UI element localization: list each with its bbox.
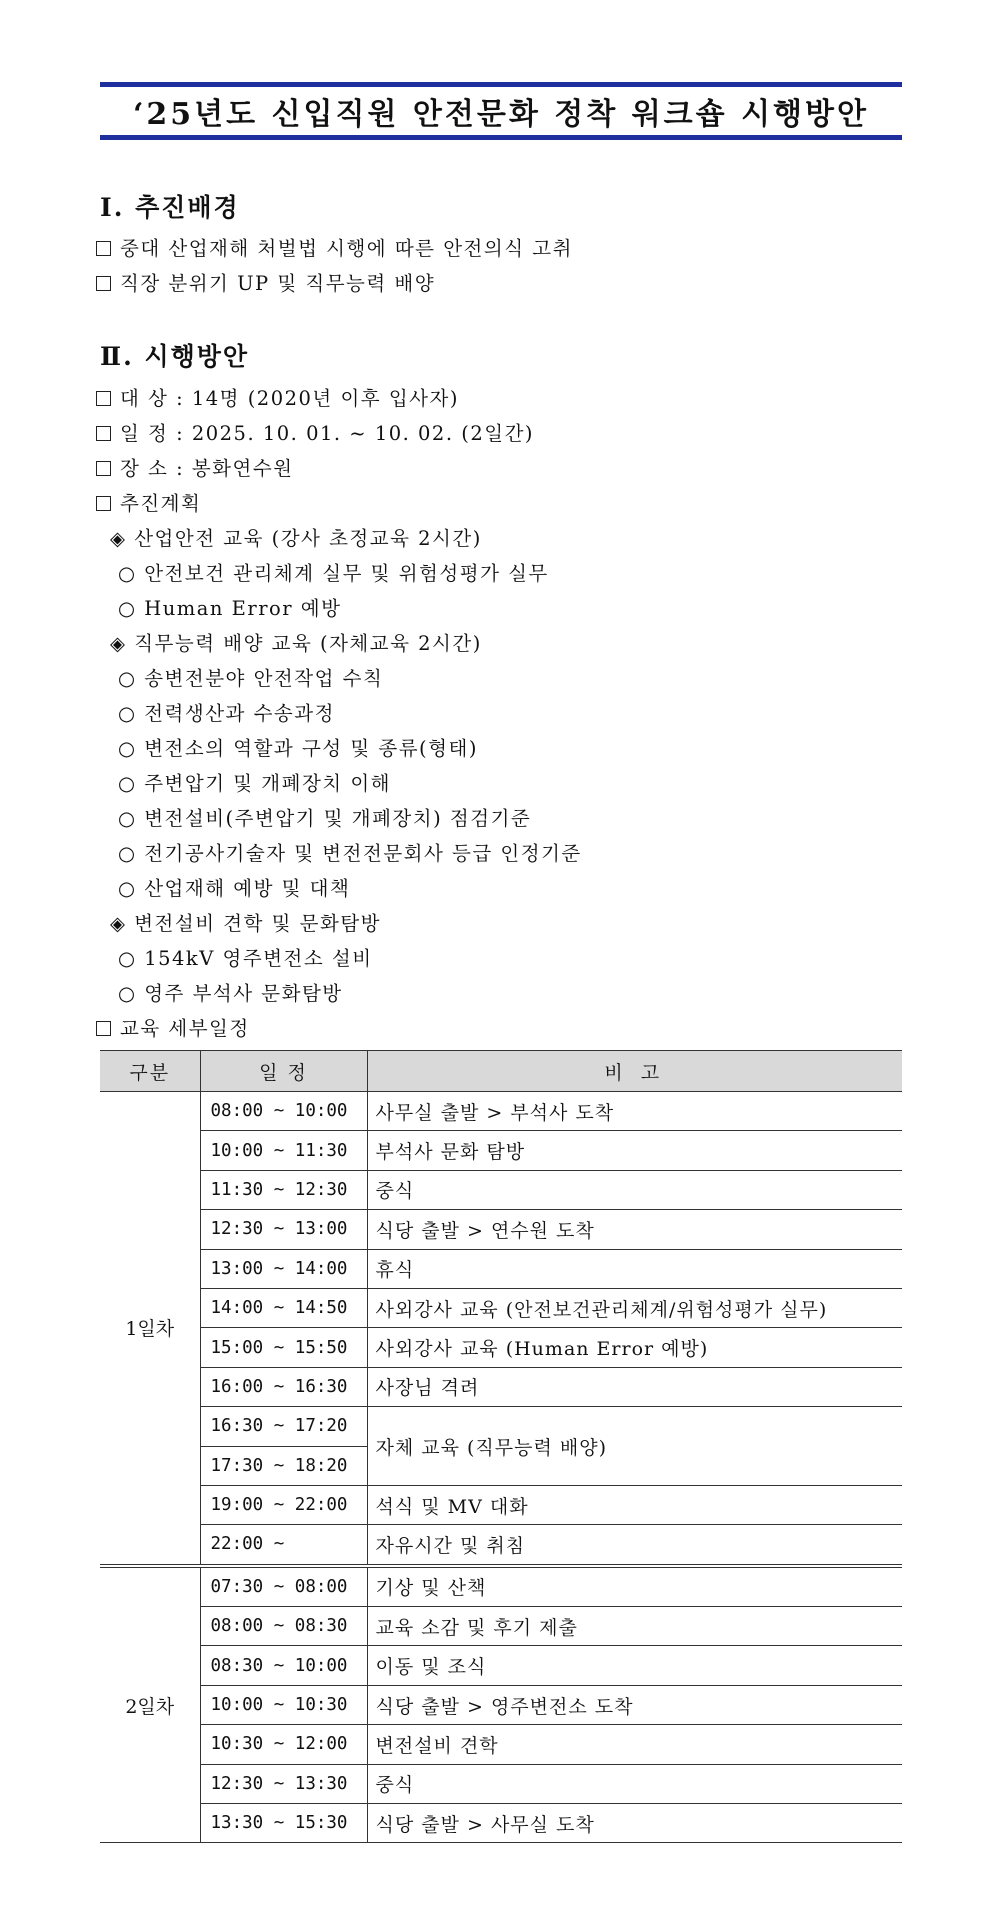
- note-cell: 중식: [367, 1764, 902, 1803]
- note-cell: 자체 교육 (직무능력 배양): [367, 1407, 902, 1486]
- checkbox-icon: [96, 496, 111, 511]
- checkbox-icon: [96, 391, 111, 406]
- time-cell: 16:00 ~ 16:30: [200, 1367, 367, 1406]
- plan-item: ○ Human Error 예방: [118, 597, 342, 620]
- plan-item: ○ 영주 부석사 문화탐방: [118, 982, 343, 1005]
- note-cell: 부석사 문화 탐방: [367, 1131, 902, 1170]
- section1-heading: Ⅰ. 추진배경: [100, 193, 240, 222]
- note-cell: 변전설비 견학: [367, 1725, 902, 1764]
- checkbox-icon: [96, 276, 111, 291]
- plan-item: ○ 전기공사기술자 및 변전전문회사 등급 인정기준: [118, 842, 582, 865]
- plan-group-label: ◈ 변전설비 견학 및 문화탐방: [110, 912, 381, 935]
- time-cell: 08:30 ~ 10:00: [200, 1646, 367, 1685]
- day-cell: 1일차: [100, 1092, 200, 1566]
- plan-item: ○ 안전보건 관리체계 실무 및 위험성평가 실무: [118, 562, 549, 585]
- time-cell: 10:00 ~ 10:30: [200, 1685, 367, 1724]
- plan-item: ○ 154kV 영주변전소 설비: [118, 947, 373, 970]
- plan-item: ○ 변전설비(주변압기 및 개폐장치) 점검기준: [118, 807, 532, 830]
- note-cell: 식당 출발 > 연수원 도착: [367, 1210, 902, 1249]
- note-cell: 자유시간 및 취침: [367, 1525, 902, 1566]
- header-note: 비 고: [367, 1051, 902, 1092]
- header-division: 구분: [100, 1051, 200, 1092]
- note-cell: 식당 출발 > 사무실 도착: [367, 1804, 902, 1843]
- note-cell: 사외강사 교육 (안전보건관리체계/위험성평가 실무): [367, 1288, 902, 1327]
- plan-item: ○ 전력생산과 수송과정: [118, 702, 335, 725]
- note-cell: 기상 및 산책: [367, 1566, 902, 1607]
- note-cell: 교육 소감 및 후기 제출: [367, 1607, 902, 1646]
- plan-line: 추진계획: [96, 488, 201, 516]
- table-row: [100, 1407, 902, 1446]
- time-cell: 16:30 ~ 17:20: [200, 1407, 367, 1446]
- checkbox-icon: [96, 426, 111, 441]
- plan-item: ○ 변전소의 역할과 구성 및 종류(형태): [118, 737, 478, 760]
- time-cell: 10:30 ~ 12:00: [200, 1725, 367, 1764]
- table-row: [100, 1566, 902, 1607]
- note-cell: 이동 및 조식: [367, 1646, 902, 1685]
- time-cell: 12:30 ~ 13:30: [200, 1764, 367, 1803]
- time-cell: 11:30 ~ 12:30: [200, 1170, 367, 1209]
- table-row: [100, 1210, 902, 1249]
- table-row: [100, 1485, 902, 1524]
- time-cell: 13:30 ~ 15:30: [200, 1804, 367, 1843]
- table-row: [100, 1249, 902, 1288]
- time-cell: 08:00 ~ 10:00: [200, 1092, 367, 1131]
- day-cell: 2일차: [100, 1566, 200, 1843]
- table-row: [100, 1367, 902, 1406]
- table-row: [100, 1764, 902, 1803]
- note-cell: 식당 출발 > 영주변전소 도착: [367, 1685, 902, 1724]
- checkbox-icon: [96, 241, 111, 256]
- time-cell: 10:00 ~ 11:30: [200, 1131, 367, 1170]
- table-header-row: [100, 1051, 902, 1092]
- schedule-line: 일 정 : 2025. 10. 01. ~ 10. 02. (2일간): [96, 418, 534, 446]
- document-title: ‘25년도 신입직원 안전문화 정착 워크숍 시행방안: [100, 82, 902, 140]
- section2-heading: Ⅱ. 시행방안: [100, 342, 250, 371]
- time-cell: 08:00 ~ 08:30: [200, 1607, 367, 1646]
- note-cell: 휴식: [367, 1249, 902, 1288]
- plan-group-label: ◈ 산업안전 교육 (강사 초정교육 2시간): [110, 527, 482, 550]
- table-row: [100, 1607, 902, 1646]
- table-row: [100, 1646, 902, 1685]
- target-line: 대 상 : 14명 (2020년 이후 입사자): [96, 383, 459, 411]
- checkbox-icon: [96, 461, 111, 476]
- note-cell: 사무실 출발 > 부석사 도착: [367, 1092, 902, 1131]
- table-row: [100, 1525, 902, 1566]
- time-cell: 15:00 ~ 15:50: [200, 1328, 367, 1367]
- schedule-table: [100, 1050, 902, 1843]
- table-row: [100, 1328, 902, 1367]
- time-cell: 22:00 ~: [200, 1525, 367, 1566]
- plan-group-label: ◈ 직무능력 배양 교육 (자체교육 2시간): [110, 632, 482, 655]
- table-row: [100, 1725, 902, 1764]
- note-cell: 사외강사 교육 (Human Error 예방): [367, 1328, 902, 1367]
- table-row: [100, 1685, 902, 1724]
- time-cell: 14:00 ~ 14:50: [200, 1288, 367, 1327]
- time-cell: 13:00 ~ 14:00: [200, 1249, 367, 1288]
- time-cell: 19:00 ~ 22:00: [200, 1485, 367, 1524]
- table-row: [100, 1092, 902, 1131]
- time-cell: 12:30 ~ 13:00: [200, 1210, 367, 1249]
- table-row: [100, 1288, 902, 1327]
- section1-item: 직장 분위기 UP 및 직무능력 배양: [96, 268, 435, 296]
- plan-item: ○ 주변압기 및 개폐장치 이해: [118, 772, 392, 795]
- plan-item: ○ 산업재해 예방 및 대책: [118, 877, 351, 900]
- plan-item: ○ 송변전분야 안전작업 수칙: [118, 667, 384, 690]
- place-line: 장 소 : 봉화연수원: [96, 453, 294, 481]
- note-cell: 석식 및 MV 대화: [367, 1485, 902, 1524]
- note-cell: 중식: [367, 1170, 902, 1209]
- detail-line: 교육 세부일정: [96, 1013, 250, 1041]
- time-cell: 07:30 ~ 08:00: [200, 1566, 367, 1607]
- table-row: [100, 1131, 902, 1170]
- section1-item: 중대 산업재해 처벌법 시행에 따른 안전의식 고취: [96, 233, 573, 261]
- note-cell: 사장님 격려: [367, 1367, 902, 1406]
- header-time: 일 정: [200, 1051, 367, 1092]
- table-row: [100, 1804, 902, 1843]
- time-cell: 17:30 ~ 18:20: [200, 1446, 367, 1485]
- checkbox-icon: [96, 1021, 111, 1036]
- table-row: [100, 1170, 902, 1209]
